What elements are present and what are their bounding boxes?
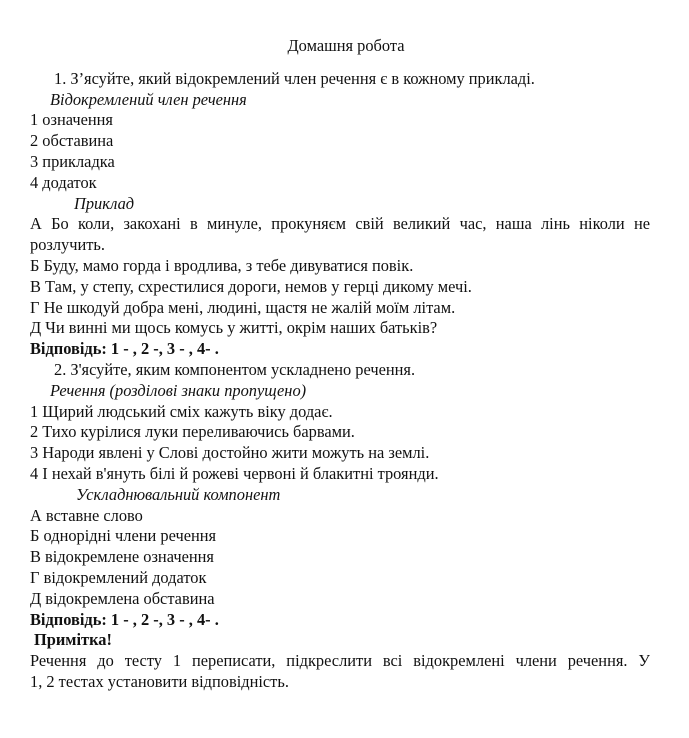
note-heading: Примітка!	[34, 630, 112, 650]
task2-option: Б однорідні члени речення	[30, 526, 217, 546]
task1-answer: Відповідь: 1 - , 2 -, 3 - , 4- .	[30, 339, 219, 359]
task2-option: А вставне слово	[30, 505, 143, 525]
task2-item: 4 І нехай в'януть білі й рожеві червоні й блакитні троянди.	[30, 463, 439, 483]
task2-item: 2 Тихо курілися луки переливаючись барвами.	[30, 422, 355, 442]
task1-example: Б Буду, мамо горда і вродлива, з тебе дивуватися повік.	[30, 255, 414, 275]
task2-column-header-left: Речення (розділові знаки пропущено)	[50, 380, 307, 400]
task1-example: Г Не шкодуй добра мені, людині, щастя не жалій моїм літам.	[30, 297, 456, 317]
task1-column-header-left: Відокремлений член речення	[50, 89, 247, 109]
task1-column-header-right: Приклад	[74, 193, 135, 213]
task2-item: 1 Щирий людський сміх кажуть віку додає.	[30, 401, 333, 421]
task2-column-header-right: Ускладнювальний компонент	[76, 484, 281, 504]
task1-item: 3 прикладка	[30, 151, 115, 171]
task2-prompt: 2. З'ясуйте, яким компонентом ускладнено речення.	[54, 359, 416, 379]
task2-option: Г відокремлений додаток	[30, 567, 207, 587]
task1-prompt: 1. З’ясуйте, який відокремлений член речення є в кожному прикладі.	[54, 68, 535, 88]
task1-example: В Там, у степу, схрестилися дороги, немов у герці дикому мечі.	[30, 276, 472, 296]
page-title: Домашня робота	[287, 36, 405, 55]
task2-option: В відокремлене означення	[30, 547, 214, 567]
document-page	[30, 36, 650, 693]
task1-example: Д Чи винні ми щось комусь у житті, окрім наших батьків?	[30, 318, 438, 338]
note-text-line2: 1, 2 тестах установити відповідність.	[30, 671, 289, 691]
task2-option: Д відокремлена обставина	[30, 588, 215, 608]
task1-item: 1 означення	[30, 110, 113, 130]
task1-item: 4 додаток	[30, 172, 97, 192]
task1-example: А Бо коли, закохані в минуле, прокуняєм свій великий час, наша лінь ніколи не	[30, 214, 650, 234]
task2-answer: Відповідь: 1 - , 2 -, 3 - , 4- .	[30, 609, 219, 629]
task1-example: розлучить.	[30, 235, 105, 255]
task2-item: 3 Народи явлені у Слові достойно жити можуть на землі.	[30, 443, 430, 463]
task1-item: 2 обставина	[30, 131, 114, 151]
note-text-line1: Речення до тесту 1 переписати, підкреслити всі відокремлені члени речення. У	[30, 651, 650, 671]
